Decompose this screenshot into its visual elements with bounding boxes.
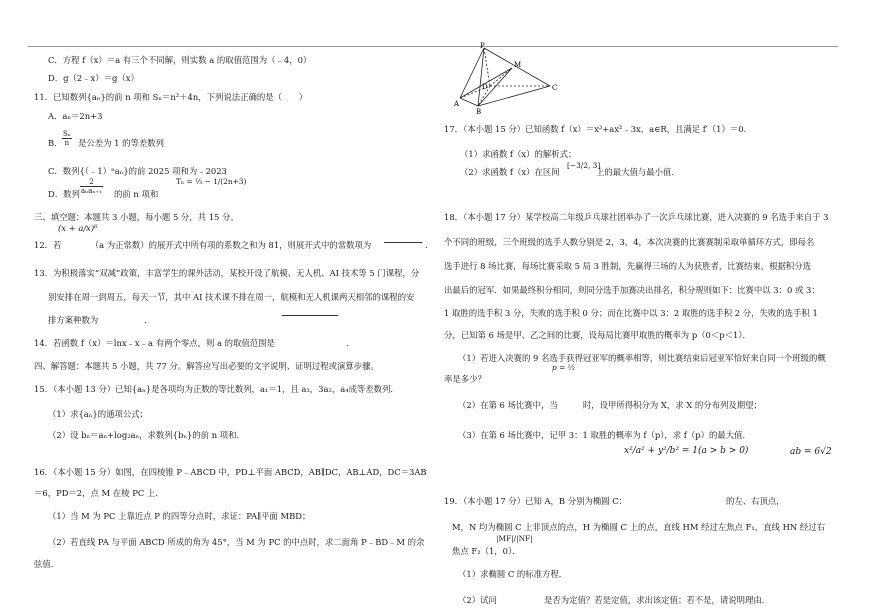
q18-line-2: 个不同的班级，三个班级的选手人数分别是 2，3，4，本次决赛的比赛赛制采取单循环方式，即每名 [444, 237, 815, 247]
q16-line-1: 16．（本小题 15 分）如图，在四棱锥 P﹣ABCD 中，PD⊥平面 ABCD，AB∥DC，AB⊥AD，DC＝3AB [34, 467, 427, 477]
q12-stem: 12．若 （a 为正常数）的展开式中所有项的系数之和为 81，则展开式中的常数项为 [34, 240, 372, 250]
section-4-heading: 四、解答题：本题共 5 小题，共 77 分。解答应写出必要的文字说明、证明过程或演算步骤。 [34, 361, 379, 371]
pyramid-figure [450, 42, 560, 114]
q17-part-1: （1）求函数 f（x）的解析式； [460, 149, 577, 159]
ab-condition: ab = 6√2 [790, 447, 832, 457]
q11-d-fraction [80, 178, 103, 195]
q14-stem: 14．若函数 f（x）＝lnx﹣x﹣a 有两个零点，则 a 的取值范围是 [34, 338, 275, 348]
q13-line-2: 别安排在周一到周五，每天一节，其中 AI 技术课不排在周一，航模和无人机课两天相邻的课程的安 [48, 292, 415, 302]
q12-end: ． [425, 240, 434, 250]
q19-part-2-text: 是否为定值？若是定值，求出该定值；若不是，请说明理由． [544, 595, 771, 605]
q19-line-1-end: 的左、右顶点， [726, 496, 785, 506]
q18-line-5: 1 取胜的选手积 3 分，失败的选手积 0 分；而在比赛中以 3：2 取胜的选手积 2 分，失败的选手积 1 [444, 308, 818, 318]
q19-line-3: 焦点 F₂（1，0）． [452, 546, 521, 556]
q17-part-2-text: 上的最大值与最小值． [596, 167, 680, 177]
q19-line-1: 19．（本小题 17 分）已知 A，B 分别为椭圆 C： [444, 496, 628, 506]
q11-d-frac-den: aₙaₙ₊₁ [81, 187, 102, 195]
q18-part-1-line-2: 率是多少？ [444, 374, 486, 384]
figure-label-d: D [482, 83, 488, 91]
q16-part-2-line-2: 弦值． [34, 559, 60, 569]
figure-label-p: P [480, 42, 485, 50]
q19-part-1: （1）求椭圆 C 的标准方程． [458, 569, 568, 579]
q13-blank [282, 307, 338, 316]
q17-part-2-prefix: （2）求函数 f（x）在区间 [460, 167, 560, 177]
q11-option-a: A．aₙ＝2n+3 [48, 111, 103, 121]
q11-b-frac-num: Sₙ [63, 130, 71, 138]
q19-ratio: |MF|/|NF| [496, 534, 533, 543]
q13-line-3: 排方案种数为 [48, 315, 99, 325]
q13-end: ． [144, 315, 153, 325]
q10-option-c: C．方程 f（x）＝a 有三个不同解，则实数 a 的取值范围为（﹣4，0） [48, 55, 312, 65]
q18-part-1-line-1: （1）若进入决赛的 9 名选手获得冠亚军的概率相等，则比赛结束后冠亚军恰好来自同一个班级的概 [458, 353, 826, 363]
q17-interval: [−3/2, 3] [567, 161, 601, 170]
q15-part-2: （2）设 bₙ＝aₙ+log₂aₙ，求数列{bₙ}的前 n 项和． [48, 430, 245, 440]
q11-d-formula: Tₙ = ⅓ − 1/(2n+3) [176, 177, 247, 186]
q15-stem: 15．（本小题 13 分）已知{aₙ}是各项均为正数的等比数列，a₁＝1，且 a₃，3a₂，a₄成等差数列． [34, 384, 399, 394]
figure-label-b: B [476, 108, 482, 114]
figure-label-a: A [454, 100, 460, 108]
q11-option-b-text: 是公差为 1 的等差数列 [78, 138, 165, 148]
q11-option-c: C．数列{（﹣1）ⁿaₙ}的前 2025 项和为﹣2023 [48, 166, 227, 176]
ellipse-equation: x²/a² + y²/b² = 1(a > b > 0) [624, 446, 749, 456]
q13-line-1: 13．为积极落实“双减”政策，丰富学生的课外活动，某校开设了航模、无人机、AI 技术等 5 门课程，分 [34, 268, 420, 278]
q10-option-d: D．g（2﹣x）＝g（x） [48, 73, 139, 83]
q18-line-1: 18．（本小题 17 分）某学校高二年级乒乓球社团举办了一次乒乓球比赛，进入决赛的 9 名选手来自于 3 [444, 212, 829, 222]
q12-blank [384, 234, 422, 243]
figure-label-c: C [552, 84, 558, 92]
q19-part-2-prefix: （2）试问 [458, 595, 497, 605]
q11-d-frac-num: 2 [80, 178, 103, 187]
q18-part-3: （3）在第 6 场比赛中，记甲 3：1 取胜的概率为 f（p），求 f（p）的最大值． [458, 430, 751, 440]
q11-stem: 11．已知数列{aₙ}的前 n 项和 Sₙ＝n²＋4n，下列说法正确的是（ ） [34, 92, 308, 102]
q11-b-fraction [62, 130, 72, 147]
q11-b-frac-den: n [64, 139, 70, 147]
q18-line-4: 出最后的冠军．如果最终积分相同，则同分选手加赛决出排名，积分规则如下：比赛中以 3：0 或 3： [444, 285, 820, 295]
q18-part-2: （2）在第 6 场比赛中，当 时，设甲所得积分为 X，求 X 的分布列及期望； [458, 400, 762, 410]
q18-line-3: 选手进行 8 场比赛，每场比赛采取 5 局 3 胜制，先赢得三场的人为获胜者，比赛结束，根据积分选 [444, 261, 811, 271]
q14-end: ． [346, 338, 355, 348]
figure-label-m: M [514, 61, 522, 69]
q16-part-1: （1）当 M 为 PC 上靠近点 P 的四等分点时，求证：PA∥平面 MBD； [48, 511, 311, 521]
header-rule [28, 46, 838, 47]
q11-option-d-text: 的前 n 项和 [114, 189, 159, 199]
q12-formula: (x + a/x)⁶ [58, 223, 98, 233]
q18-line-6: 分，已知第 6 场是甲、乙之间的比赛，设每局比赛甲取胜的概率为 p（0＜p＜1）． [444, 330, 751, 340]
q19-line-2: M，N 均为椭圆 C 上非顶点的点，H 为椭圆 C 上的点，直线 HM 经过左焦点 F₁，直线 HN 经过右 [452, 522, 825, 532]
q11-option-b-prefix: B． [48, 138, 63, 148]
q11-option-d-prefix: D．数列 [48, 189, 80, 199]
q16-line-2: ＝6，PD＝2，点 M 在棱 PC 上． [34, 488, 164, 498]
q18-p-formula: p = ⅔ [552, 363, 575, 372]
q15-part-1: （1）求{aₙ}的通项公式； [48, 409, 148, 419]
q16-part-2-line-1: （2）若直线 PA 与平面 ABCD 所成的角为 45°，当 M 为 PC 的中点时，求二面角 P﹣BD﹣M 的余 [48, 537, 425, 547]
q17-stem: 17．（本小题 15 分）已知函数 f（x）＝x³+ax²﹣3x，a∈R，且满足 f′（1）＝0． [444, 124, 752, 134]
section-3-heading: 三、填空题：本题共 3 小题，每小题 5 分，共 15 分。 [34, 212, 239, 222]
